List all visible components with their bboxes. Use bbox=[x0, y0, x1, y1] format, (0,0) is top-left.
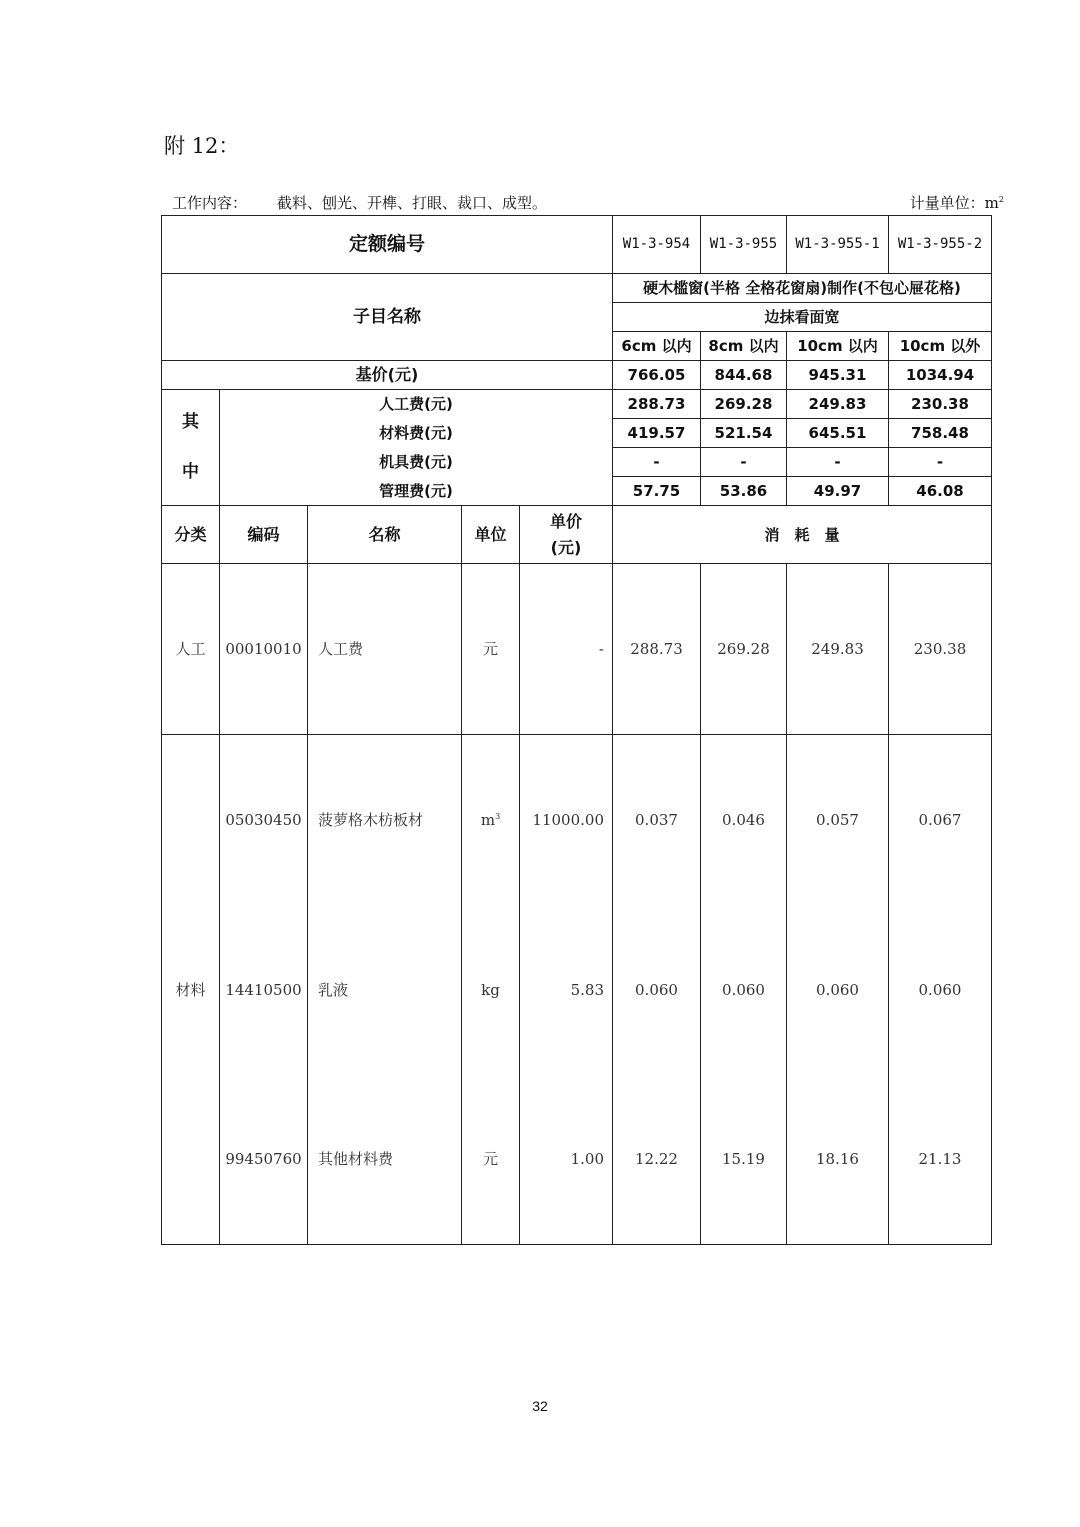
code-cell: W1-3-955-1 bbox=[787, 216, 889, 274]
measure-unit bbox=[910, 192, 1004, 213]
work-content bbox=[172, 192, 547, 213]
labor-category: 人工 bbox=[162, 564, 220, 735]
col-price: 单价(元) bbox=[520, 506, 613, 564]
material-code: 05030450 bbox=[220, 735, 308, 905]
item-sub: 边抹看面宽 bbox=[613, 303, 992, 332]
among-label-1: 其 bbox=[182, 412, 199, 433]
fee-cell: 46.08 bbox=[889, 477, 992, 506]
measure-unit-label: 计量单位：m bbox=[909, 194, 999, 212]
page-number: 32 bbox=[532, 1398, 548, 1414]
col-category: 分类 bbox=[162, 506, 220, 564]
material-price: 5.83 bbox=[520, 905, 613, 1075]
base-price-cell: 844.68 bbox=[701, 361, 787, 390]
width-cell: 8cm 以内 bbox=[701, 332, 787, 361]
material-value: 0.037 bbox=[613, 735, 701, 905]
material-price: 11000.00 bbox=[520, 735, 613, 905]
measure-unit-sup: 2 bbox=[998, 195, 1004, 204]
material-name: 乳液 bbox=[308, 905, 462, 1075]
quota-no-label: 定额编号 bbox=[162, 216, 613, 274]
item-name-label: 子目名称 bbox=[162, 274, 613, 361]
material-value: 0.067 bbox=[889, 735, 992, 905]
material-name: 菠萝格木枋板材 bbox=[308, 735, 462, 905]
fee-label: 材料费(元) bbox=[220, 419, 613, 448]
material-code: 14410500 bbox=[220, 905, 308, 1075]
fee-cell: - bbox=[701, 448, 787, 477]
fee-cell: - bbox=[787, 448, 889, 477]
material-unit-sup: 3 bbox=[495, 811, 501, 821]
material-value: 0.060 bbox=[613, 905, 701, 1075]
code-cell: W1-3-955 bbox=[701, 216, 787, 274]
appendix-label: 附 12： bbox=[164, 134, 240, 158]
work-content-text: 截料、刨光、开榫、打眼、裁口、成型。 bbox=[277, 194, 548, 212]
fee-cell: 49.97 bbox=[787, 477, 889, 506]
among-label-2: 中 bbox=[182, 461, 199, 482]
base-price-cell: 945.31 bbox=[787, 361, 889, 390]
table-row bbox=[162, 1075, 992, 1245]
labor-price: - bbox=[520, 564, 613, 735]
labor-unit: 元 bbox=[462, 564, 520, 735]
material-value: 0.057 bbox=[787, 735, 889, 905]
labor-name: 人工费 bbox=[308, 564, 462, 735]
material-code: 99450760 bbox=[220, 1075, 308, 1245]
fee-cell: 521.54 bbox=[701, 419, 787, 448]
item-title: 硬木槛窗(半格 全格花窗扇)制作(不包心屉花格) bbox=[613, 274, 992, 303]
fee-cell: 288.73 bbox=[613, 390, 701, 419]
width-cell: 10cm 以内 bbox=[787, 332, 889, 361]
code-cell: W1-3-955-2 bbox=[889, 216, 992, 274]
width-cell: 6cm 以内 bbox=[613, 332, 701, 361]
among-label bbox=[162, 390, 220, 506]
material-category: 材料 bbox=[162, 735, 220, 1245]
fee-cell: 645.51 bbox=[787, 419, 889, 448]
fee-cell: 249.83 bbox=[787, 390, 889, 419]
table-row bbox=[162, 735, 992, 905]
col-consumption: 消 耗 量 bbox=[613, 506, 992, 564]
fee-cell: 758.48 bbox=[889, 419, 992, 448]
material-price: 1.00 bbox=[520, 1075, 613, 1245]
fee-label: 人工费(元) bbox=[220, 390, 613, 419]
material-value: 15.19 bbox=[701, 1075, 787, 1245]
fee-label: 管理费(元) bbox=[220, 477, 613, 506]
fee-cell: - bbox=[613, 448, 701, 477]
width-cell: 10cm 以外 bbox=[889, 332, 992, 361]
fee-cell: - bbox=[889, 448, 992, 477]
material-unit bbox=[462, 735, 520, 905]
material-value: 0.060 bbox=[787, 905, 889, 1075]
fee-cell: 230.38 bbox=[889, 390, 992, 419]
labor-value: 288.73 bbox=[613, 564, 701, 735]
material-unit-text: m bbox=[480, 810, 496, 829]
labor-value: 269.28 bbox=[701, 564, 787, 735]
fee-label: 机具费(元) bbox=[220, 448, 613, 477]
material-unit: kg bbox=[462, 905, 520, 1075]
material-value: 0.046 bbox=[701, 735, 787, 905]
labor-value: 249.83 bbox=[787, 564, 889, 735]
work-content-label: 工作内容： bbox=[172, 194, 248, 212]
fee-cell: 419.57 bbox=[613, 419, 701, 448]
material-unit: 元 bbox=[462, 1075, 520, 1245]
code-cell: W1-3-954 bbox=[613, 216, 701, 274]
base-price-cell: 766.05 bbox=[613, 361, 701, 390]
fee-cell: 57.75 bbox=[613, 477, 701, 506]
col-unit: 单位 bbox=[462, 506, 520, 564]
material-value: 18.16 bbox=[787, 1075, 889, 1245]
material-value: 0.060 bbox=[889, 905, 992, 1075]
material-value: 12.22 bbox=[613, 1075, 701, 1245]
fee-cell: 53.86 bbox=[701, 477, 787, 506]
material-value: 0.060 bbox=[701, 905, 787, 1075]
table-row bbox=[162, 564, 992, 735]
quota-table bbox=[161, 215, 992, 1245]
base-price-cell: 1034.94 bbox=[889, 361, 992, 390]
table-row bbox=[162, 905, 992, 1075]
col-code: 编码 bbox=[220, 506, 308, 564]
labor-value: 230.38 bbox=[889, 564, 992, 735]
material-name: 其他材料费 bbox=[308, 1075, 462, 1245]
material-value: 21.13 bbox=[889, 1075, 992, 1245]
labor-code: 00010010 bbox=[220, 564, 308, 735]
base-price-label: 基价(元) bbox=[162, 361, 613, 390]
col-name: 名称 bbox=[308, 506, 462, 564]
fee-cell: 269.28 bbox=[701, 390, 787, 419]
